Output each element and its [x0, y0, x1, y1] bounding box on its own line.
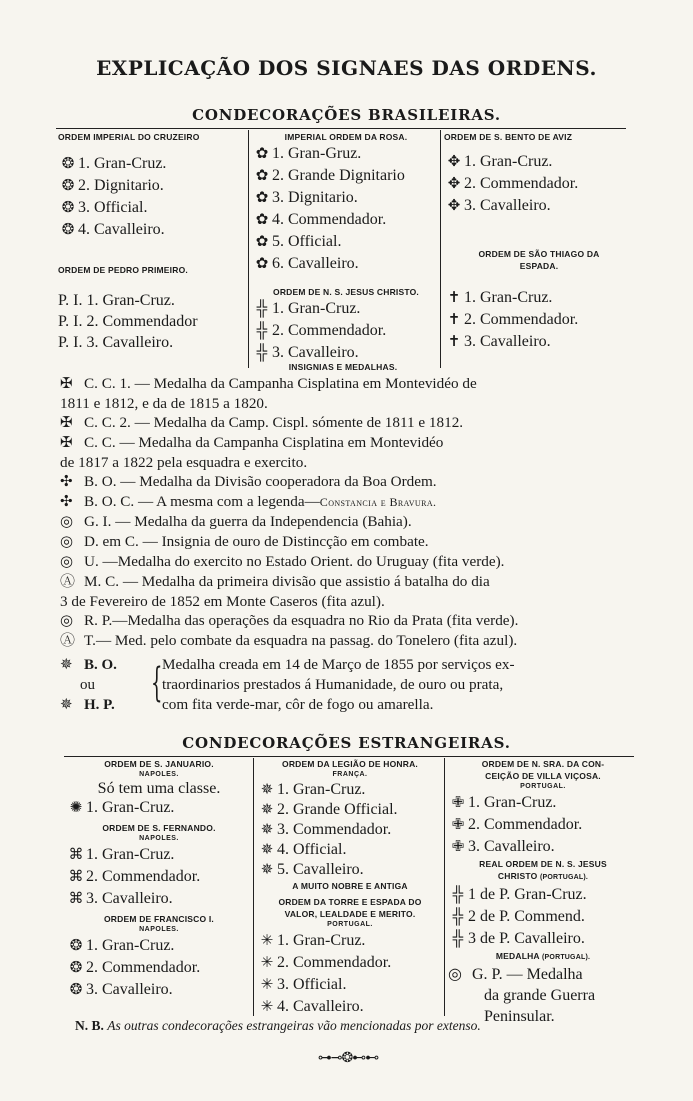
star-medal-icon: ❂: [61, 156, 75, 172]
ordem-torre-header-1: ORDEM DA TORRE E ESPADA DO: [278, 897, 422, 907]
section-divider: [56, 128, 626, 129]
list-item: ✵ 3. Commendador.: [257, 820, 443, 840]
star-cross-icon: ✵: [60, 657, 73, 673]
christ-cross-icon: ╬: [256, 345, 268, 361]
ordem-thiago-header-1: ORDEM DE SÃO THIAGO DA: [478, 249, 600, 259]
ordem-rosa-header: IMPERIAL ORDEM DA ROSA.: [284, 132, 408, 142]
medal-item: ✣ B. O. — Medalha da Divisão cooperadora da Boa Ordem.: [60, 473, 437, 490]
list-item: ╬ 1. Gran-Cruz.: [252, 298, 440, 320]
list-item: ✙ 1. Gran-Cruz.: [448, 792, 638, 814]
list-item: ❂ 3. Official.: [58, 197, 246, 219]
tower-sword-icon: ✳: [260, 977, 274, 993]
medal-list: [60, 374, 660, 651]
list-item: ❂ 2. Commendador.: [66, 957, 252, 979]
christ-cross-icon: ╬: [256, 301, 268, 317]
ordem-legiao-sub: FRANÇA.: [332, 771, 368, 778]
ordem-vicosa-header-1: ORDEM DE N. SRA. DA CON-: [481, 759, 605, 769]
medal-item: ◎ G. I. — Medalha da guerra da Independencia (Bahia).: [60, 513, 412, 530]
ordem-fernando-sub: NAPOLES.: [139, 835, 179, 842]
conceicao-cross-icon: ✙: [451, 839, 465, 855]
bo-hp-ou: ou: [80, 677, 95, 693]
ordem-cruzeiro-header: ORDEM IMPERIAL DO CRUZEIRO: [58, 132, 200, 142]
legion-star-icon: ✵: [260, 782, 274, 798]
conceicao-cross-icon: ✙: [451, 795, 465, 811]
ring-medal-icon: ◎: [60, 514, 74, 530]
medal-item-continued: 3 de Fevereiro de 1852 em Monte Caseros (fita azul).: [60, 593, 385, 610]
ordem-torre-pre: A MUITO NOBRE E ANTIGA: [292, 881, 408, 891]
cross-pattee-icon: ✠: [60, 415, 73, 431]
rose-medal-icon: ✿: [255, 256, 269, 272]
medal-item: ◎ D. em C. — Insignia de ouro de Distincção em combate.: [60, 533, 429, 550]
ordem-vicosa-sub: PORTUGAL.: [520, 783, 566, 790]
medal-item: Ⓐ M. C. — Medalha da primeira divisão que assistio á batalha do dia: [60, 573, 490, 590]
list-item: ✝ 3. Cavalleiro.: [444, 331, 634, 353]
list-item: P. I. 1. Gran-Cruz.: [58, 292, 175, 309]
star-medal-icon: ❂: [69, 982, 83, 998]
christ-cross-icon: ╬: [452, 887, 464, 903]
tower-sword-icon: ✳: [260, 955, 274, 971]
anchor-medal-icon: Ⓐ: [60, 574, 76, 590]
ordem-francisco-sub: NAPOLES.: [139, 926, 179, 933]
fleury-cross-icon: ✥: [447, 176, 461, 192]
column-divider: [440, 130, 441, 368]
medal-item: ✣ B. O. C. — A mesma com a legenda—Constancia e Bravura.: [60, 493, 437, 510]
medal-item: ◎ U. —Medalha do exercito no Estado Orient. do Uruguay (fita verde).: [60, 553, 505, 570]
ordem-thiago-header-2: ESPADA.: [519, 261, 559, 271]
star-medal-icon: ❂: [69, 960, 83, 976]
sword-cross-icon: ✝: [447, 290, 461, 306]
list-item: ✿ 1. Gran-Gruz.: [252, 143, 440, 165]
rose-medal-icon: ✿: [255, 190, 269, 206]
star-medal-icon: ❂: [61, 200, 75, 216]
ordem-thiago: [444, 248, 634, 353]
section-title-estrangeiras: CONDECORAÇÕES ESTRANGEIRAS.: [182, 734, 511, 752]
column-divider: [253, 758, 254, 1016]
list-item: ✝ 2. Commendador.: [444, 309, 634, 331]
list-item: ⌘ 2. Commendador.: [66, 866, 252, 888]
list-item: ✿ 6. Cavalleiro.: [252, 253, 440, 275]
starburst-icon: ✺: [69, 800, 83, 816]
ordem-januario-sub: NAPOLES.: [139, 771, 179, 778]
list-item: ❂ 4. Cavalleiro.: [58, 219, 246, 241]
foreign-col-2: [257, 758, 443, 1018]
footnote: N. B. As outras condecorações estrangeiras vão mencionadas por extenso.: [75, 1018, 481, 1033]
list-item: ✵ 4. Official.: [257, 840, 443, 860]
real-christo-header-2: CHRISTO (PORTUGAL).: [497, 871, 589, 881]
medalha-line: ◎ G. P. — Medalha: [448, 966, 583, 983]
medal-item-continued: de 1817 a 1822 pela esquadra e exercito.: [60, 454, 308, 471]
ordem-aviz: [444, 131, 634, 217]
real-christo-header-1: REAL ORDEM DE N. S. JESUS: [479, 859, 607, 869]
ordem-torre-header-2: VALOR, LEALDADE E MERITO.: [284, 909, 416, 919]
list-item: P. I. 2. Commendador: [58, 313, 198, 330]
ordem-aviz-header: ORDEM DE S. BENTO DE AVIZ: [444, 132, 573, 142]
medal-item: ✠ C. C. 1. — Medalha da Campanha Cisplatina em Montevidéo de: [60, 375, 477, 392]
small-cross-icon: ✣: [60, 474, 73, 490]
rose-medal-icon: ✿: [255, 168, 269, 184]
rose-medal-icon: ✿: [255, 212, 269, 228]
ring-medal-icon: ◎: [60, 613, 74, 629]
insignias-header: INSIGNIAS E MEDALHAS.: [288, 362, 398, 372]
list-item: ╬ 2 de P. Commend.: [448, 906, 638, 928]
ring-medal-icon: ◎: [60, 554, 74, 570]
ordem-januario-note: Só tem uma classe.: [97, 780, 221, 797]
star-medal-icon: ❂: [61, 222, 75, 238]
ordem-pedro: [58, 264, 246, 353]
star-medal-icon: ❂: [69, 938, 83, 954]
list-item: ✙ 2. Commendador.: [448, 814, 638, 836]
small-cross-icon: ✣: [60, 494, 73, 510]
page-title: EXPLICAÇÃO DOS SIGNAES DAS ORDENS.: [96, 56, 597, 80]
christ-cross-icon: ╬: [256, 323, 268, 339]
list-item: ⌘ 3. Cavalleiro.: [66, 888, 252, 910]
ordem-januario-header: ORDEM DE S. JANUARIO.: [104, 759, 214, 769]
fleury-cross-icon: ✥: [447, 198, 461, 214]
medal-item: Ⓐ T.— Med. pelo combate da esquadra na passag. do Tonelero (fita azul).: [60, 632, 518, 649]
sword-cross-icon: ✝: [447, 334, 461, 350]
list-item: ✵ 5. Cavalleiro.: [257, 860, 443, 880]
medal-item-continued: 1811 e 1812, e da de 1815 a 1820.: [60, 395, 268, 412]
column-divider: [444, 758, 445, 1016]
rose-medal-icon: ✿: [255, 146, 269, 162]
list-item: ╬ 1 de P. Gran-Cruz.: [448, 884, 638, 906]
medalha-line: Peninsular.: [484, 1008, 555, 1025]
list-item: ⌘ 1. Gran-Cruz.: [66, 844, 252, 866]
list-item: ✿ 4. Commendador.: [252, 209, 440, 231]
ring-medal-icon: ◎: [60, 534, 74, 550]
christ-cross-icon: ╬: [452, 931, 464, 947]
foreign-col-3: [448, 758, 638, 1027]
ordem-christo-header: ORDEM DE N. S. JESUS CHRISTO.: [273, 287, 419, 297]
star-medal-icon: ❂: [61, 178, 75, 194]
list-item: ❂ 2. Dignitario.: [58, 175, 246, 197]
list-item: ✥ 3. Cavalleiro.: [444, 195, 634, 217]
list-item: ✳ 1. Gran-Cruz.: [257, 930, 443, 952]
christ-cross-icon: ╬: [452, 909, 464, 925]
fleury-cross-icon: ✥: [447, 154, 461, 170]
ordem-legiao-header: ORDEM DA LEGIÃO DE HONRA.: [282, 759, 418, 769]
legion-star-icon: ✵: [260, 862, 274, 878]
ordem-cruzeiro: [58, 131, 246, 241]
foreign-col-1: [66, 758, 252, 1001]
medalha-line: da grande Guerra: [484, 987, 596, 1004]
legion-star-icon: ✵: [260, 802, 274, 818]
rose-medal-icon: ✿: [255, 234, 269, 250]
section-title-brasileiras: CONDECORAÇÕES BRASILEIRAS.: [192, 106, 501, 124]
brace: {: [150, 660, 163, 706]
list-item: ╬ 2. Commendador.: [252, 320, 440, 342]
list-item: ❂ 3. Cavalleiro.: [66, 979, 252, 1001]
list-item: ╬ 3. Cavalleiro.: [252, 342, 440, 364]
conceicao-cross-icon: ✙: [451, 817, 465, 833]
cross-pattee-icon: ✠: [60, 376, 73, 392]
list-item: P. I. 3. Cavalleiro.: [58, 334, 174, 351]
cross-icon: ⌘: [68, 847, 84, 863]
list-item: ✥ 2. Commendador.: [444, 173, 634, 195]
ring-medal-icon: ◎: [448, 966, 462, 983]
ordem-francisco-header: ORDEM DE FRANCISCO I.: [104, 914, 214, 924]
list-item: ✳ 2. Commendador.: [257, 952, 443, 974]
cross-icon: ⌘: [68, 869, 84, 885]
legion-star-icon: ✵: [260, 822, 274, 838]
ordem-rosa: [252, 131, 440, 275]
cross-icon: ⌘: [68, 891, 84, 907]
ordem-vicosa-header-2: CEIÇÃO DE VILLA VIÇOSA.: [485, 771, 601, 781]
list-item: ✿ 3. Dignitario.: [252, 187, 440, 209]
list-item: ✿ 2. Grande Dignitario: [252, 165, 440, 187]
list-item: ✥ 1. Gran-Cruz.: [444, 151, 634, 173]
ordem-pedro-header: ORDEM DE PEDRO PRIMEIRO.: [58, 265, 188, 275]
list-item: ✳ 4. Cavalleiro.: [257, 996, 443, 1018]
ornament-divider: ⊶⊸❂⊷⊷: [317, 1050, 379, 1066]
list-item: ✵ 1. Gran-Cruz.: [257, 780, 443, 800]
list-item: ❂ 1. Gran-Cruz.: [58, 153, 246, 175]
medal-item: ✠ C. C. 2. — Medalha da Camp. Cispl. sómente de 1811 e 1812.: [60, 414, 464, 431]
bo-hp-labels: ✵ B. O. ou ✵ H. P.: [60, 655, 132, 715]
cross-pattee-icon: ✠: [60, 435, 73, 451]
medalha-header: MEDALHA (PORTUGAL).: [495, 951, 591, 961]
list-item: ╬ 3 de P. Cavalleiro.: [448, 928, 638, 950]
tower-sword-icon: ✳: [260, 933, 274, 949]
tower-sword-icon: ✳: [260, 999, 274, 1015]
ordem-torre-sub: PORTUGAL.: [327, 921, 373, 928]
section-divider: [64, 756, 634, 757]
list-item: ✳ 3. Official.: [257, 974, 443, 996]
list-item: ✙ 3. Cavalleiro.: [448, 836, 638, 858]
anchor-medal-icon: Ⓐ: [60, 633, 76, 649]
bo-hp-text: Medalha creada em 14 de Março de 1855 por serviços ex- traordinarios prestados á Humanidade, de ouro ou prata, com fita verde-mar, côr de fogo ou amarella.: [162, 656, 515, 713]
ordem-fernando-header: ORDEM DE S. FERNANDO.: [102, 823, 216, 833]
ordem-christo: [252, 286, 440, 364]
list-item: ✿ 5. Official.: [252, 231, 440, 253]
medal-item: ◎ R. P.—Medalha das operações da esquadra no Rio da Prata (fita verde).: [60, 612, 519, 629]
list-item: ✝ 1. Gran-Cruz.: [444, 287, 634, 309]
list-item: ✺ 1. Gran-Cruz.: [66, 798, 252, 818]
list-item: ❂ 1. Gran-Cruz.: [66, 935, 252, 957]
medal-item: ✠ C. C. — Medalha da Campanha Cisplatina em Montevidéo: [60, 434, 444, 451]
list-item: ✵ 2. Grande Official.: [257, 800, 443, 820]
sword-cross-icon: ✝: [447, 312, 461, 328]
star-cross-icon: ✵: [60, 697, 73, 713]
legion-star-icon: ✵: [260, 842, 274, 858]
column-divider: [248, 130, 249, 368]
